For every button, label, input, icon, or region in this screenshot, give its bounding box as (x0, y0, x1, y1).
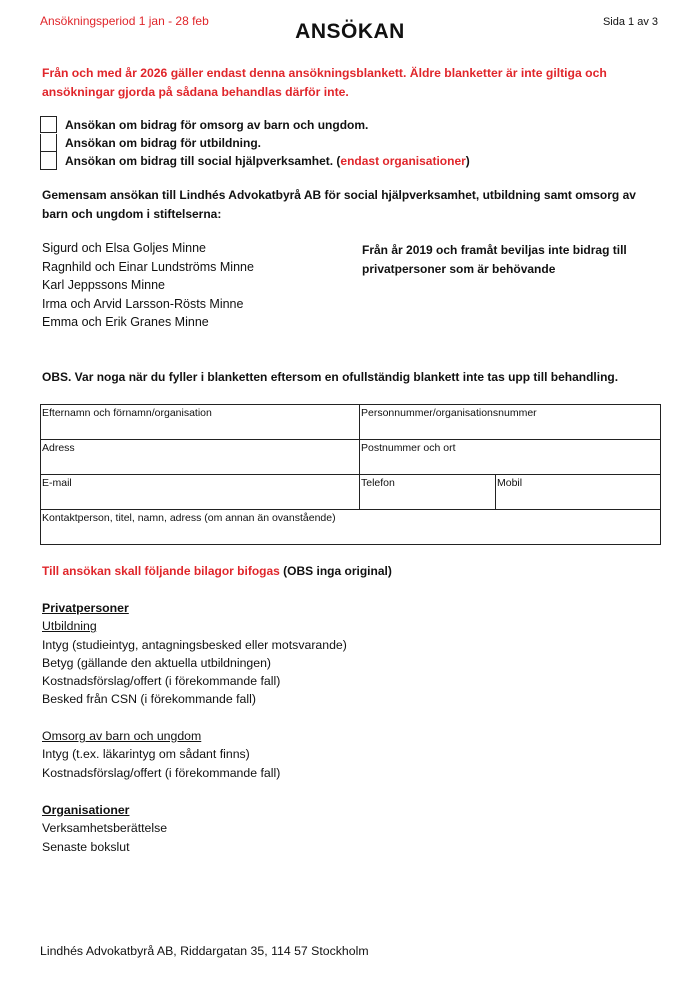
checkbox-row-education[interactable] (40, 134, 470, 152)
application-period: Ansökningsperiod 1 jan - 28 feb (40, 14, 209, 28)
organisation-heading: Organisationer (42, 803, 130, 817)
mobile-field[interactable]: Mobil (496, 475, 661, 510)
footer-address: Lindhés Advokatbyrå AB, Riddargatan 35, 114 57 Stockholm (40, 944, 369, 958)
attachments-heading (42, 564, 392, 578)
phone-field[interactable]: Telefon (360, 475, 496, 510)
page-number: Sida 1 av 3 (602, 16, 658, 28)
name-field[interactable]: Efternamn och förnamn/organisation (41, 405, 360, 440)
list-item: Intyg (studieintyg, antagningsbesked eller motsvarande) (42, 637, 347, 652)
care-attachments (42, 727, 280, 782)
checkbox-care[interactable] (40, 116, 57, 133)
checkbox-label: Ansökan om bidrag för utbildning. (65, 136, 261, 150)
foundation-list (42, 239, 254, 332)
list-item: Emma och Erik Granes Minne (42, 315, 209, 329)
postal-field[interactable]: Postnummer och ort (360, 440, 661, 475)
care-heading: Omsorg av barn och ungdom (42, 729, 202, 743)
list-item: Besked från CSN (i förekommande fall) (42, 692, 256, 707)
checkbox-education[interactable] (40, 134, 57, 152)
email-field[interactable]: E-mail (41, 475, 360, 510)
list-item: Kostnadsförslag/offert (i förekommande fall) (42, 765, 281, 780)
list-item: Ragnhild och Einar Lundströms Minne (42, 259, 254, 274)
application-type-checkboxes (40, 116, 470, 170)
paren-open: ( (336, 154, 341, 168)
attachments-heading-red: Till ansökan skall följande bilagor bifogas (42, 564, 284, 578)
private-heading: Privatpersoner (42, 601, 129, 615)
list-item: Karl Jeppssons Minne (42, 278, 165, 292)
contact-person-field[interactable]: Kontaktperson, titel, namn, adress (om annan än ovanstående) (41, 510, 661, 545)
checkbox-social[interactable] (40, 152, 57, 170)
list-item: Sigurd och Elsa Goljes Minne (42, 241, 206, 255)
personnummer-field[interactable]: Personnummer/organisationsnummer (360, 405, 661, 440)
list-item: Betyg (gällande den aktuella utbildningen) (42, 655, 272, 670)
list-item: Intyg (t.ex. läkarintyg om sådant finns) (42, 747, 250, 762)
paren-close: ) (465, 154, 470, 168)
address-field[interactable]: Adress (41, 440, 360, 475)
checkbox-label: Ansökan om bidrag för omsorg av barn och ungdom. (65, 118, 369, 132)
checkbox-row-care[interactable] (40, 116, 470, 134)
organisation-attachments (42, 801, 167, 856)
attachments-heading-note: (OBS inga original) (283, 564, 392, 578)
list-item: Irma och Arvid Larsson-Rösts Minne (42, 296, 244, 311)
obs-notice: OBS. Var noga när du fyller i blanketten eftersom en ofullständig blankett inte tas upp till behandling. (42, 370, 619, 384)
checkbox-label-text: Ansökan om bidrag till social hjälpverksamhet. (65, 154, 337, 168)
checkbox-row-social[interactable] (40, 152, 470, 170)
page-title: ANSÖKAN (295, 20, 405, 43)
applicant-form-table (40, 404, 661, 545)
list-item: Kostnadsförslag/offert (i förekommande fall) (42, 674, 281, 689)
list-item: Senaste bokslut (42, 839, 130, 854)
checkbox-label (65, 154, 470, 168)
joint-application-text: Gemensam ansökan till Lindhés Advokatbyrå AB för social hjälpverksamhet, utbildning samt omsorg av barn och ungdom i stiftelserna: (42, 188, 636, 221)
private-attachments (42, 599, 347, 709)
private-persons-notice: Från år 2019 och framåt beviljas inte bidrag till privatpersoner som är behövande (362, 243, 627, 276)
education-heading: Utbildning (42, 619, 97, 634)
list-item: Verksamhetsberättelse (42, 821, 168, 836)
organisations-only-note: endast organisationer (340, 154, 466, 168)
form-validity-notice: Från och med år 2026 gäller endast denna ansökningsblankett. Äldre blanketter är inte giltiga och ansökningar gjorda på sådana behandlas därför inte. (42, 66, 607, 99)
